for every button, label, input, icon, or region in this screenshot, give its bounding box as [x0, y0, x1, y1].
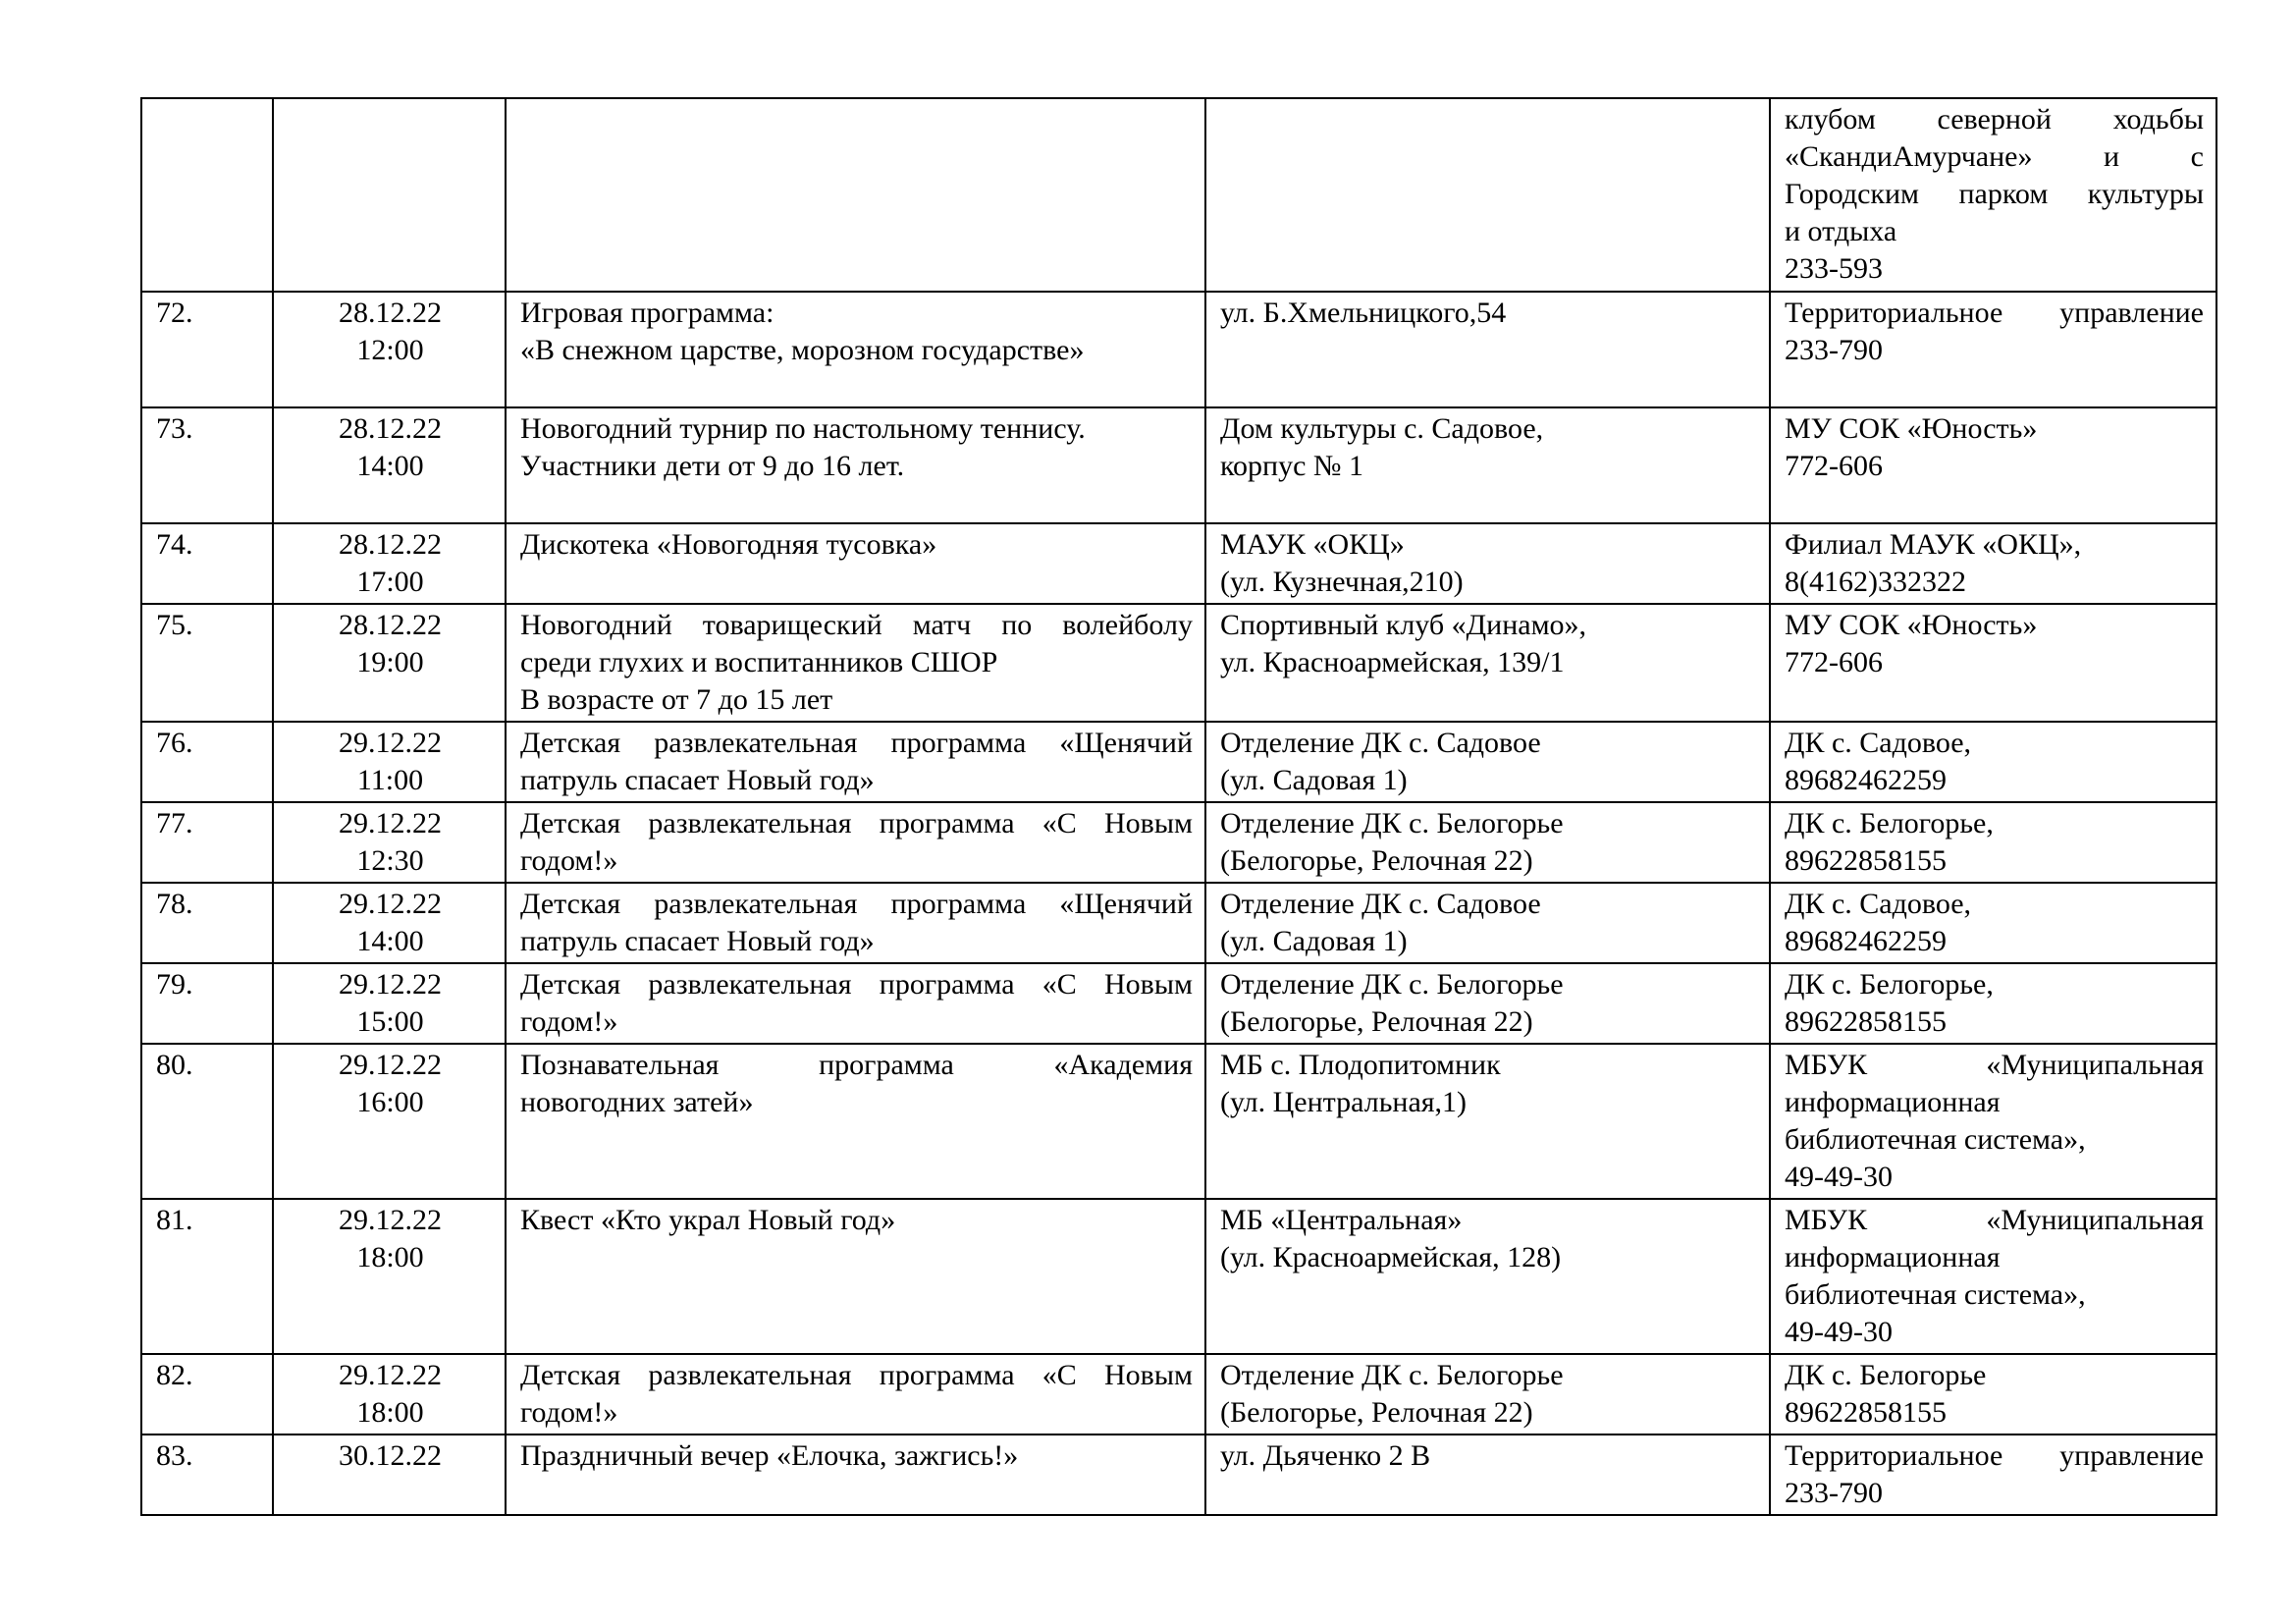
row-number-cell: [141, 1435, 273, 1515]
date-time-cell: [273, 802, 506, 883]
table-row: [141, 292, 2216, 407]
org-line: библиотечная система»,: [1785, 1278, 2086, 1311]
event-time: 18:00: [356, 1396, 424, 1429]
organizer-cell: [1770, 1199, 2216, 1354]
event-name-cell: [506, 802, 1205, 883]
event-time: 11:00: [356, 764, 424, 796]
table-row: [141, 963, 2216, 1044]
event-line: патруль спасает Новый год»: [520, 764, 875, 796]
place-line: (ул. Центральная,1): [1220, 1086, 1468, 1118]
organizer-cell: [1770, 883, 2216, 963]
org-line: 233-790: [1785, 334, 1883, 366]
row-number: 81.: [156, 1204, 193, 1236]
event-name-cell: [506, 722, 1205, 802]
place-line: Спортивный клуб «Динамо»,: [1220, 609, 1587, 641]
date-time-cell: [273, 883, 506, 963]
org-line: 233-593: [1785, 252, 1883, 285]
row-number: 80.: [156, 1049, 193, 1081]
org-line: ДК с. Белогорье: [1785, 1359, 1987, 1391]
event-name-cell: [506, 1199, 1205, 1354]
table-row: [141, 1435, 2216, 1515]
table-row: [141, 1354, 2216, 1435]
org-line: МБУК «Муниципальная: [1785, 1049, 2204, 1081]
event-date: 28.12.22: [339, 528, 442, 561]
org-line: МУ СОК «Юность»: [1785, 412, 2038, 445]
org-line: информационная: [1785, 1086, 2001, 1118]
row-number-cell: [141, 1354, 273, 1435]
table-row: [141, 604, 2216, 722]
organizer-cell: [1770, 604, 2216, 722]
org-line: Филиал МАУК «ОКЦ»,: [1785, 528, 2082, 561]
row-number: 73.: [156, 412, 193, 445]
venue-cell: [1205, 523, 1770, 604]
event-line: Праздничный вечер «Елочка, зажгись!»: [520, 1439, 1019, 1472]
organizer-cell: [1770, 407, 2216, 523]
date-time-cell: [273, 722, 506, 802]
org-line: библиотечная система»,: [1785, 1123, 2086, 1156]
event-time: 17:00: [356, 566, 424, 598]
event-name-cell: [506, 1354, 1205, 1435]
row-number-cell: [141, 963, 273, 1044]
organizer-cell: [1770, 292, 2216, 407]
row-number-cell: [141, 1199, 273, 1354]
row-number: 75.: [156, 609, 193, 641]
date-time-cell: [273, 292, 506, 407]
org-line: 89682462259: [1785, 925, 1947, 957]
event-line: «В снежном царстве, морозном государстве»: [520, 334, 1085, 366]
venue-cell: [1205, 1435, 1770, 1515]
date-time-cell: [273, 1044, 506, 1199]
org-line: 233-790: [1785, 1477, 1883, 1509]
place-line: (ул. Садовая 1): [1220, 925, 1408, 957]
place-line: (ул. Красноармейская, 128): [1220, 1241, 1562, 1273]
org-line: 49-49-30: [1785, 1316, 1893, 1348]
event-time: 14:00: [356, 450, 424, 482]
row-number-cell: [141, 292, 273, 407]
place-line: корпус № 1: [1220, 450, 1364, 482]
organizer-cell: [1770, 722, 2216, 802]
date-time-cell: [273, 604, 506, 722]
row-number: 74.: [156, 528, 193, 561]
date-time-cell: [273, 963, 506, 1044]
org-line: Городским парком культуры: [1785, 178, 2204, 210]
event-time: 16:00: [356, 1086, 424, 1118]
table-row: [141, 802, 2216, 883]
place-line: (Белогорье, Релочная 22): [1220, 844, 1533, 877]
event-line: Детская развлекательная программа «Щенячий: [520, 888, 1193, 920]
organizer-cell: [1770, 98, 2216, 292]
event-line: Дискотека «Новогодняя тусовка»: [520, 528, 937, 561]
event-line: Познавательная программа «Академия: [520, 1049, 1193, 1081]
event-date: 29.12.22: [339, 1204, 442, 1236]
place-line: МБ с. Плодопитомник: [1220, 1049, 1501, 1081]
place-line: Дом культуры с. Садовое,: [1220, 412, 1544, 445]
venue-cell: [1205, 98, 1770, 292]
place-line: МАУК «ОКЦ»: [1220, 528, 1405, 561]
event-line: Игровая программа:: [520, 297, 774, 329]
venue-cell: [1205, 604, 1770, 722]
event-time: 15:00: [356, 1005, 424, 1038]
event-date: 29.12.22: [339, 1359, 442, 1391]
event-name-cell: [506, 963, 1205, 1044]
event-line: Новогодний турнир по настольному теннису.: [520, 412, 1086, 445]
row-number: 82.: [156, 1359, 193, 1391]
row-number-cell: [141, 523, 273, 604]
date-time-cell: [273, 407, 506, 523]
venue-cell: [1205, 963, 1770, 1044]
date-time-cell: [273, 523, 506, 604]
date-time-cell: [273, 98, 506, 292]
org-line: «СкандиАмурчане» и с: [1785, 140, 2204, 173]
row-number-cell: [141, 722, 273, 802]
table-row: [141, 883, 2216, 963]
event-line: патруль спасает Новый год»: [520, 925, 875, 957]
schedule-table-body: [141, 98, 2216, 1515]
event-name-cell: [506, 98, 1205, 292]
row-number: 79.: [156, 968, 193, 1001]
table-row: [141, 98, 2216, 292]
venue-cell: [1205, 722, 1770, 802]
row-number-cell: [141, 1044, 273, 1199]
org-line: 89622858155: [1785, 844, 1947, 877]
org-line: МУ СОК «Юность»: [1785, 609, 2038, 641]
org-line: 89622858155: [1785, 1005, 1947, 1038]
org-line: Территориальное управление: [1785, 297, 2204, 329]
event-name-cell: [506, 292, 1205, 407]
event-line: Квест «Кто украл Новый год»: [520, 1204, 896, 1236]
org-line: ДК с. Белогорье,: [1785, 807, 1994, 839]
event-date: 29.12.22: [339, 888, 442, 920]
event-time: 14:00: [356, 925, 424, 957]
event-line: В возрасте от 7 до 15 лет: [520, 683, 833, 716]
event-line: годом!»: [520, 844, 618, 877]
org-line: МБУК «Муниципальная: [1785, 1204, 2204, 1236]
event-date: 29.12.22: [339, 1049, 442, 1081]
events-schedule-table: [140, 97, 2217, 1516]
event-line: Новогодний товарищеский матч по волейболу: [520, 609, 1193, 641]
venue-cell: [1205, 883, 1770, 963]
event-date: 29.12.22: [339, 727, 442, 759]
event-name-cell: [506, 604, 1205, 722]
row-number-cell: [141, 883, 273, 963]
place-line: МБ «Центральная»: [1220, 1204, 1463, 1236]
event-line: Детская развлекательная программа «Щенячий: [520, 727, 1193, 759]
venue-cell: [1205, 1044, 1770, 1199]
org-line: 89622858155: [1785, 1396, 1947, 1429]
org-line: ДК с. Белогорье,: [1785, 968, 1994, 1001]
date-time-cell: [273, 1199, 506, 1354]
event-date: 29.12.22: [339, 968, 442, 1001]
event-date: 29.12.22: [339, 807, 442, 839]
org-line: ДК с. Садовое,: [1785, 888, 1972, 920]
date-time-cell: [273, 1435, 506, 1515]
organizer-cell: [1770, 1044, 2216, 1199]
event-time: 19:00: [356, 646, 424, 678]
table-row: [141, 722, 2216, 802]
row-number-cell: [141, 604, 273, 722]
date-time-cell: [273, 1354, 506, 1435]
place-line: (ул. Садовая 1): [1220, 764, 1408, 796]
row-number: 78.: [156, 888, 193, 920]
place-line: (Белогорье, Релочная 22): [1220, 1396, 1533, 1429]
organizer-cell: [1770, 523, 2216, 604]
org-line: 49-49-30: [1785, 1161, 1893, 1193]
event-date: 28.12.22: [339, 412, 442, 445]
event-name-cell: [506, 1044, 1205, 1199]
org-line: 8(4162)332322: [1785, 566, 1966, 598]
table-row: [141, 1199, 2216, 1354]
place-line: Отделение ДК с. Белогорье: [1220, 807, 1564, 839]
place-line: Отделение ДК с. Садовое: [1220, 727, 1541, 759]
event-date: 28.12.22: [339, 609, 442, 641]
event-date: 28.12.22: [339, 297, 442, 329]
place-line: Отделение ДК с. Белогорье: [1220, 1359, 1564, 1391]
table-row: [141, 523, 2216, 604]
org-line: клубом северной ходьбы: [1785, 103, 2204, 135]
event-time: 18:00: [356, 1241, 424, 1273]
event-line: годом!»: [520, 1005, 618, 1038]
row-number-cell: [141, 407, 273, 523]
row-number: 76.: [156, 727, 193, 759]
event-date: 30.12.22: [339, 1439, 442, 1472]
event-line: новогодних затей»: [520, 1086, 754, 1118]
place-line: ул. Б.Хмельницкого,54: [1220, 297, 1507, 329]
organizer-cell: [1770, 802, 2216, 883]
event-line: Детская развлекательная программа «С Новым: [520, 1359, 1193, 1391]
venue-cell: [1205, 1354, 1770, 1435]
event-line: годом!»: [520, 1396, 618, 1429]
org-line: 772-606: [1785, 646, 1883, 678]
place-line: (Белогорье, Релочная 22): [1220, 1005, 1533, 1038]
event-time: 12:00: [356, 334, 424, 366]
venue-cell: [1205, 1199, 1770, 1354]
row-number: 83.: [156, 1439, 193, 1472]
event-time: 12:30: [356, 844, 424, 877]
organizer-cell: [1770, 1354, 2216, 1435]
org-line: ДК с. Садовое,: [1785, 727, 1972, 759]
venue-cell: [1205, 802, 1770, 883]
venue-cell: [1205, 292, 1770, 407]
venue-cell: [1205, 407, 1770, 523]
org-line: 89682462259: [1785, 764, 1947, 796]
place-line: Отделение ДК с. Садовое: [1220, 888, 1541, 920]
org-line: и отдыха: [1785, 215, 1897, 247]
place-line: ул. Красноармейская, 139/1: [1220, 646, 1565, 678]
table-row: [141, 407, 2216, 523]
event-line: Детская развлекательная программа «С Новым: [520, 968, 1193, 1001]
org-line: Территориальное управление: [1785, 1439, 2204, 1472]
org-line: информационная: [1785, 1241, 2001, 1273]
place-line: Отделение ДК с. Белогорье: [1220, 968, 1564, 1001]
table-row: [141, 1044, 2216, 1199]
event-line: Участники дети от 9 до 16 лет.: [520, 450, 905, 482]
row-number-cell: [141, 802, 273, 883]
organizer-cell: [1770, 1435, 2216, 1515]
row-number: 77.: [156, 807, 193, 839]
row-number-cell: [141, 98, 273, 292]
event-line: Детская развлекательная программа «С Новым: [520, 807, 1193, 839]
event-name-cell: [506, 1435, 1205, 1515]
organizer-cell: [1770, 963, 2216, 1044]
event-name-cell: [506, 407, 1205, 523]
place-line: (ул. Кузнечная,210): [1220, 566, 1464, 598]
event-name-cell: [506, 883, 1205, 963]
event-name-cell: [506, 523, 1205, 604]
row-number: 72.: [156, 297, 193, 329]
org-line: 772-606: [1785, 450, 1883, 482]
event-line: среди глухих и воспитанников СШОР: [520, 646, 998, 678]
place-line: ул. Дьяченко 2 В: [1220, 1439, 1431, 1472]
